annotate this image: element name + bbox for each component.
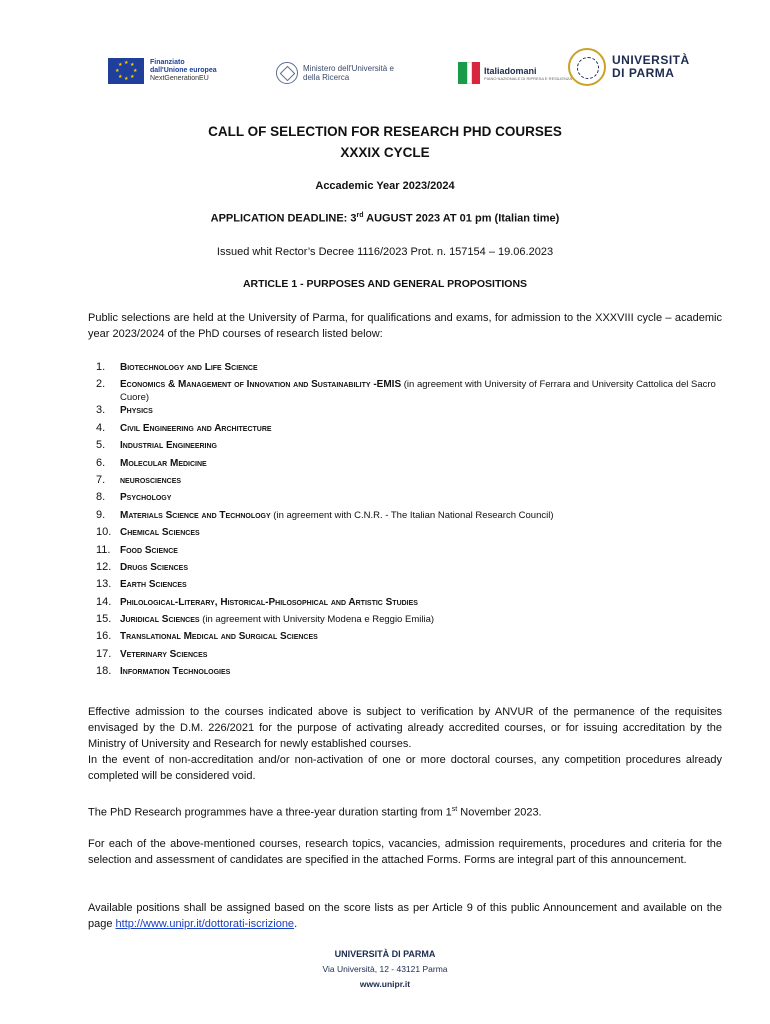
unipr-line1: UNIVERSITÀ [612,53,690,67]
footer-address: Via Università, 12 - 43121 Parma [322,964,448,974]
document-title: CALL OF SELECTION FOR RESEARCH PHD COURSES [208,124,562,139]
course-item [96,596,724,613]
eu-funding-logo [108,58,217,84]
course-number: 2. [96,378,106,391]
course-name: Chemical Sciences [120,527,200,539]
course-item [96,457,724,474]
course-item [96,378,724,404]
ministry-line1: Ministero dell'Università e [303,64,394,73]
course-note: (in agreement with University Modena e Reggio Emilia) [199,614,435,626]
footer-website: www.unipr.it [359,979,411,989]
course-name: Economics & Management of Innovation and Sustainability -EMIS [120,379,402,391]
course-name: neurosciences [120,474,182,486]
course-name: Food Science [120,544,178,556]
course-item [96,613,724,630]
unipr-seal-icon [568,48,606,86]
eu-line1: Finanziato [150,59,185,66]
course-list [96,361,724,683]
non-accreditation-text: In the event of non-accreditation and/or non-activation of one or more doctoral courses, any competition procedures already completed will be considered void. [88,754,722,782]
enrollment-link[interactable]: http://www.unipr.it/dottorati-iscrizione [115,918,295,930]
course-number: 8. [96,491,106,504]
course-item [96,404,724,421]
logo-bar [0,48,770,100]
document-cycle: XXXIX CYCLE [340,145,430,160]
course-name: Juridical Sciences [120,614,200,626]
course-number: 5. [96,439,106,452]
course-item [96,561,724,578]
positions-paragraph: Available positions shall be assigned based on the score lists as per Article 9 of this public Announcement and available on the page http://www.unipr.it/dottorati-iscrizione. [88,902,722,930]
course-number: 17. [96,647,112,660]
eu-line3: NextGenerationEU [150,75,209,82]
course-item [96,526,724,543]
course-name: Physics [120,405,153,417]
course-number: 10. [96,526,112,539]
course-item [96,630,724,647]
course-number: 18. [96,665,112,678]
footer-university-name: UNIVERSITÀ DI PARMA [334,949,436,959]
unipr-logo [568,48,690,86]
italiadomani-sub: PIANO NAZIONALE DI RIPRESA E RESILIENZA [484,75,573,81]
course-name: Civil Engineering and Architecture [120,422,272,434]
course-note: (in agreement with University of Ferrara and University Cattolica del Sacro Cuore) [120,379,716,404]
course-name: Molecular Medicine [120,457,207,469]
course-name: Veterinary Sciences [120,648,208,660]
italiadomani-logo [458,62,572,84]
course-number: 4. [96,421,106,434]
ministry-logo [276,62,394,84]
article-heading: ARTICLE 1 - PURPOSES AND GENERAL PROPOSITIONS [242,278,528,290]
unipr-line2: DI PARMA [612,66,675,80]
course-note: (in agreement with C.N.R. - The Italian National Research Council) [270,509,554,521]
application-deadline: APPLICATION DEADLINE: 3rd AUGUST 2023 AT 01 pm (Italian time) [210,212,560,225]
course-item [96,544,724,561]
intro-paragraph: Public selections are held at the University of Parma, for qualifications and exams, for admission to the XXXVIII cycle – academic year 2023/2024 of the PhD courses of research listed below: [88,312,722,340]
course-number: 6. [96,456,106,469]
course-item [96,491,724,508]
course-item [96,665,724,682]
course-number: 1. [96,361,106,373]
forms-paragraph: For each of the above-mentioned courses, research topics, vacancies, admission requirements, procedures and criteria for the selection and assessment of candidates are specified in the attached Forms. Forms are integral part of this announcement. [88,838,722,866]
course-number: 14. [96,595,112,608]
course-name: Philological-Literary, Historical-Philosophical and Artistic Studies [120,596,418,608]
course-item [96,361,724,378]
academic-year: Accademic Year 2023/2024 [315,180,455,192]
course-name: Translational Medical and Surgical Sciences [120,631,318,643]
course-name: Psychology [120,492,172,504]
course-number: 7. [96,473,106,486]
course-item [96,509,724,526]
course-name: Earth Sciences [120,579,187,591]
eu-flag-icon: ★ ★ ★ ★ ★ ★ ★ ★ [108,58,144,84]
course-item [96,439,724,456]
course-number: 15. [96,613,112,626]
admission-text: Effective admission to the courses indicated above is subject to verification by ANVUR of the permanence of the requisites envisaged by the D.M. 226/2021 for the purpose of activating already accredited courses, or for issuing accreditation by the Ministry of University and Research for newly established courses. [88,706,722,750]
course-item [96,422,724,439]
admission-paragraph [88,704,722,784]
rector-decree: Issued whit Rector’s Decree 1116/2023 Prot. n. 157154 – 19.06.2023 [216,246,554,258]
course-number: 3. [96,404,106,417]
course-number: 12. [96,560,112,573]
ministry-emblem-icon [276,62,298,84]
course-number: 9. [96,508,106,521]
course-name: Materials Science and Technology [120,509,271,521]
course-name: Drugs Sciences [120,561,189,573]
ministry-line2: della Ricerca [303,73,350,82]
eu-line2: dall'Unione europea [150,67,217,74]
italy-flag-icon [458,62,480,84]
course-name: Industrial Engineering [120,440,218,452]
course-name: Biotechnology and Life Science [120,362,258,373]
course-name: Information Technologies [120,666,231,678]
duration-paragraph: The PhD Research programmes have a three-year duration starting from 1st November 2023. [88,806,542,819]
course-item [96,578,724,595]
course-number: 11. [96,543,111,556]
course-number: 13. [96,578,112,591]
course-item [96,648,724,665]
course-number: 16. [96,630,112,643]
italiadomani-name: Italiadomani [484,65,537,76]
course-item [96,474,724,491]
